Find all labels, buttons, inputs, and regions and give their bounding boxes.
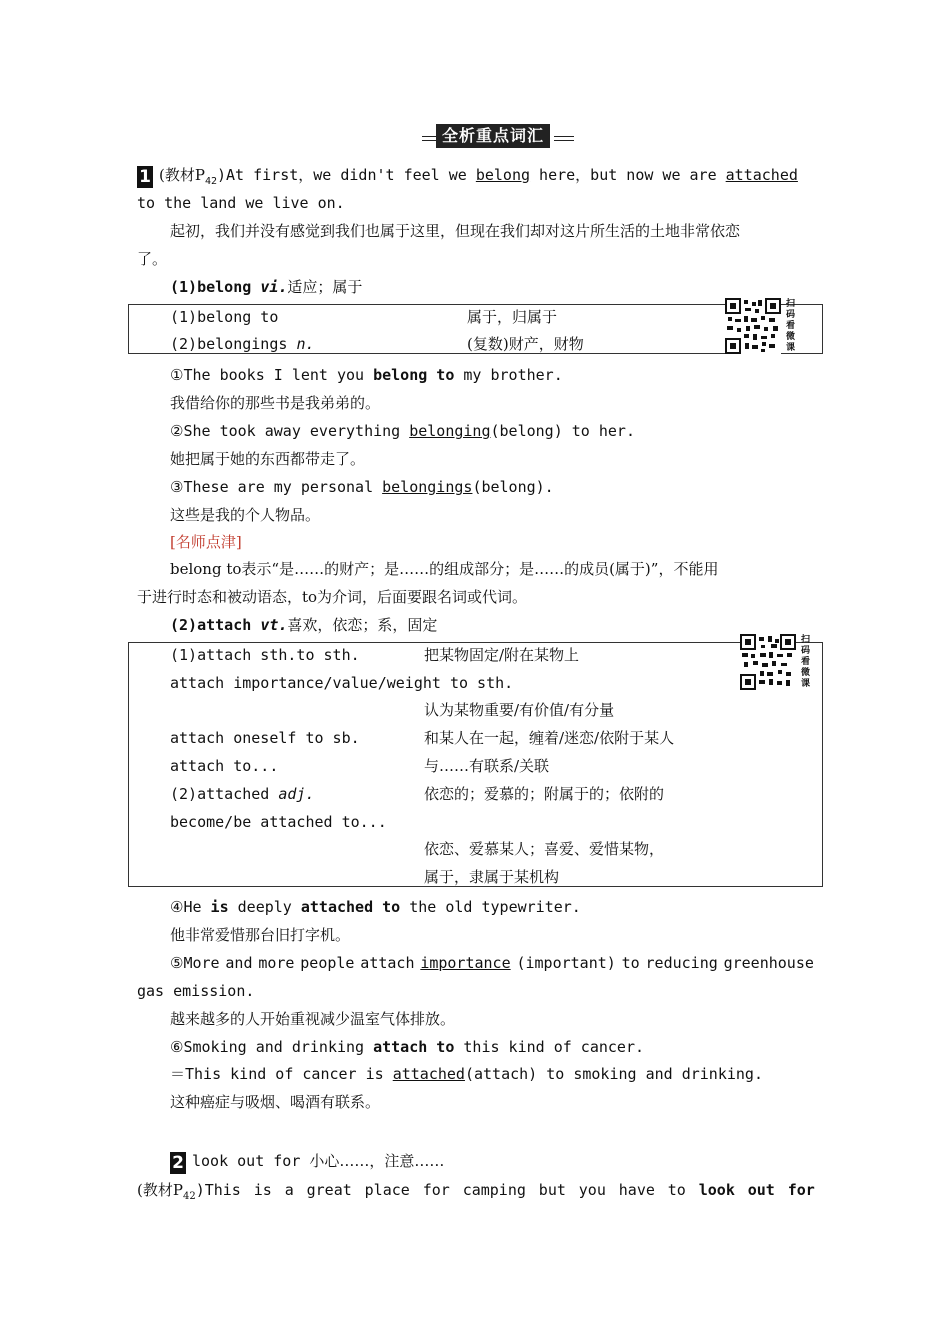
teacher-tip-text: belong to表示“是……的财产；是……的组成部分；是……的成员(属于)”，不能用 — [170, 560, 719, 578]
item1-source-sentence: 1 (教材$P_{42})At$ first，we didn't feel we belong here，but now we are attached — [137, 165, 798, 192]
example-3: ③These are my personal belongings(belong). — [170, 478, 554, 496]
qr-code-icon[interactable] — [725, 298, 781, 354]
item1-translation: 起初，我们并没有感觉到我们也属于这里，但现在我们却对这片所生活的土地非常依恋 — [170, 222, 741, 240]
qr-code-icon[interactable] — [740, 634, 796, 690]
example-5-cont: gas emission. — [137, 982, 255, 1000]
attach-heading: (2)attach vt.喜欢，依恋；系，固定 — [170, 616, 438, 634]
attach-phrase-table — [128, 635, 823, 887]
table-cell: attach oneself to sb. — [170, 729, 360, 747]
table-cell: become/be attached to... — [170, 813, 387, 831]
table-cell: 依恋、爱慕某人；喜爱、爱惜某物， — [424, 840, 665, 858]
table-cell: attach importance/value/weight to sth. — [170, 674, 514, 692]
belong-phrase-table — [128, 299, 823, 354]
example-4: ④He is deeply attached to the old typewriter. — [170, 898, 581, 916]
table-cell: 与……有联系/关联 — [424, 757, 550, 775]
example-3-translation: 这些是我的个人物品。 — [170, 506, 321, 524]
item1-source-sentence-cont: to the land we live on. — [137, 194, 345, 212]
table-cell: (2)belongings n. — [170, 335, 315, 353]
teacher-tip-label: [名师点津] — [170, 533, 242, 551]
table-cell: 依恋的；爱慕的；附属于的；依附的 — [424, 785, 665, 803]
table-cell: 把某物固定/附在某物上 — [424, 646, 580, 664]
example-2-translation: 她把属于她的东西都带走了。 — [170, 450, 366, 468]
example-5: ⑤More and more people attach importance (important) to reducing greenhouse — [170, 954, 814, 972]
table-cell: 属于，隶属于某机构 — [424, 868, 560, 886]
section-title — [422, 124, 574, 150]
qr-caption: 扫 码 看 微 课 — [801, 635, 811, 689]
example-1-translation: 我借给你的那些书是我弟弟的。 — [170, 394, 381, 412]
item-number-badge: 1 — [137, 166, 153, 188]
table-cell: (复数)财产，财物 — [467, 335, 584, 353]
table-cell: attach to... — [170, 757, 279, 775]
example-5-translation: 越来越多的人开始重视减少温室气体排放。 — [170, 1010, 456, 1028]
belong-heading: (1)belong vi.适应；属于 — [170, 278, 363, 296]
example-6-rewrite: ＝This kind of cancer is attached(attach) to smoking and drinking. — [170, 1065, 763, 1083]
item2-source-sentence: (教材$P_{42})This$ is a great place for camping but you have to look out for — [137, 1181, 815, 1202]
example-1: ①The books I lent you belong to my brother. — [170, 366, 563, 384]
example-6-translation: 这种癌症与吸烟、喝酒有联系。 — [170, 1093, 381, 1111]
item2-heading: 2 look out for 小心……，注意…… — [170, 1151, 444, 1174]
table-cell: 认为某物重要/有价值/有分量 — [424, 701, 615, 719]
table-cell: 属于，归属于 — [467, 308, 558, 326]
table-cell: (2)attached adj. — [170, 785, 315, 803]
example-2: ②She took away everything belonging(belong) to her. — [170, 422, 635, 440]
table-cell: (1)attach sth.to sth. — [170, 646, 360, 664]
item-number-badge: 2 — [170, 1152, 186, 1174]
example-6: ⑥Smoking and drinking attach to this kind of cancer. — [170, 1038, 645, 1056]
example-4-translation: 他非常爱惜那台旧打字机。 — [170, 926, 351, 944]
section-title-text: 全析重点词汇 — [436, 124, 550, 148]
item1-translation-cont: 了。 — [137, 250, 168, 268]
teacher-tip-text-cont: 于进行时态和被动语态，to为介词，后面要跟名词或代词。 — [137, 588, 528, 606]
table-cell: (1)belong to — [170, 308, 279, 326]
table-cell: 和某人在一起，缠着/迷恋/依附于某人 — [424, 729, 675, 747]
qr-caption: 扫 码 看 微 课 — [786, 299, 796, 353]
